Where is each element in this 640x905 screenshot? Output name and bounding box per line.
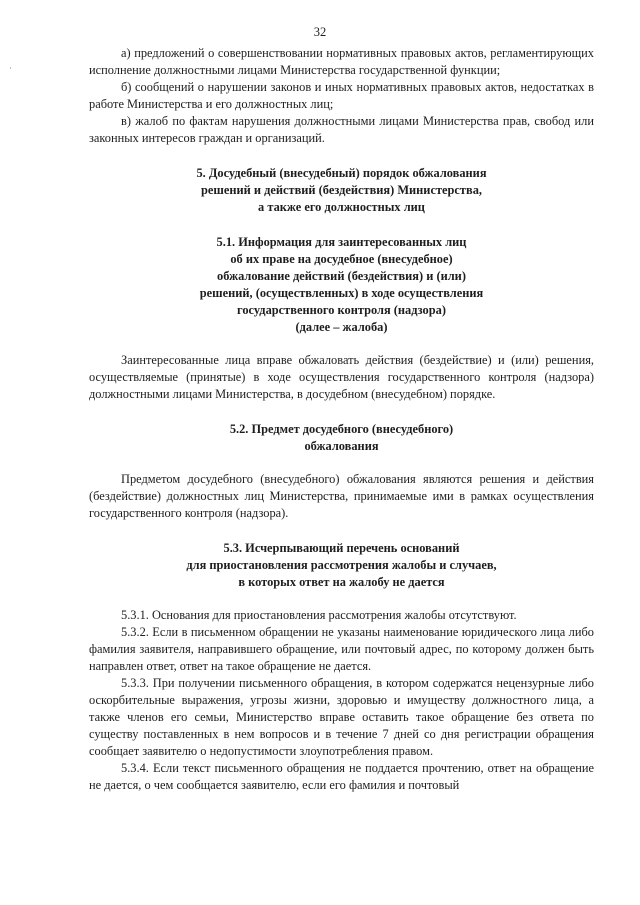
section-heading-line: (далее – жалоба) [295,320,388,334]
section-5-heading [89,165,594,216]
scan-mark: · [9,63,12,73]
section-heading-line: обжалование действий (бездействия) и (или) [217,269,466,283]
section-heading-line: обжалования [304,439,379,453]
section-heading-line: 5.2. Предмет досудебного (внесудебного) [229,422,454,436]
paragraph-5-3-2: 5.3.2. Если в письменном обращении не указаны наименование юридического лица либо фамилия заявителя, направившего обращение, или почтовый адрес, по которому должен быть направлен ответ, ответ на такое обращение не дается. [89,625,594,673]
paragraph-5-3-1: 5.3.1. Основания для приостановления рассмотрения жалобы отсутствуют. [121,608,517,622]
list-item-v: в) жалоб по фактам нарушения должностными лицами Министерства прав, свобод или законных интересов граждан и организаций. [89,114,594,145]
section-5-1-heading [89,234,594,336]
section-heading-line: 5.1. Информация для заинтересованных лиц [216,235,467,249]
section-heading-line: 5. Досудебный (внесудебный) порядок обжалования [196,166,487,180]
section-5-2-heading [89,421,594,455]
paragraph-5-3-4: 5.3.4. Если текст письменного обращения не поддается прочтению, ответ на обращение не дается, о чем сообщается заявителю, если его фамилия и почтовый [89,761,594,792]
section-5-1-paragraph: Заинтересованные лица вправе обжаловать действия (бездействие) и (или) решения, осуществляемые (принятые) в ходе осуществления государственного контроля (надзора) должностными лицами Министерства, в досудебном (внесудебном) порядке. [89,353,594,401]
section-heading-line: решений и действий (бездействия) Министерства, [201,183,482,197]
section-heading-line: государственного контроля (надзора) [237,303,446,317]
page-number: 32 [313,25,327,39]
section-5-2-paragraph: Предметом досудебного (внесудебного) обжалования являются решения и действия (бездействие) должностных лиц Министерства, принимаемые ими в рамках осуществления государственного контроля (надзора). [89,472,594,520]
section-heading-line: об их праве на досудебное (внесудебное) [230,252,453,266]
section-heading-line: 5.3. Исчерпывающий перечень оснований [223,541,460,555]
list-item-b: б) сообщений о нарушении законов и иных нормативных правовых актов, недостатках в работе Министерства и его должностных лиц; [89,80,594,111]
section-5-3-heading [89,540,594,591]
paragraph-5-3-3: 5.3.3. При получении письменного обращения, в котором содержатся нецензурные либо оскорбительные выражения, угрозы жизни, здоровью и имуществу должностного лица, а также членов его семьи, Министерство вправе оставить такое обращение без ответа по существу поставленных в нем вопросов и в течение 7 дней со дня регистрации обращения сообщает заявителю о недопустимости злоупотребления правом. [89,676,594,758]
page-content [89,45,594,794]
section-heading-line: а также его должностных лиц [258,200,425,214]
list-item-a: а) предложений о совершенствовании нормативных правовых актов, регламентирующих исполнение должностными лицами Министерства государственной функции; [89,46,594,77]
section-heading-line: решений, (осуществленных) в ходе осуществления [199,286,484,300]
section-heading-line: в которых ответ на жалобу не дается [238,575,445,589]
section-heading-line: для приостановления рассмотрения жалобы и случаев, [186,558,497,572]
